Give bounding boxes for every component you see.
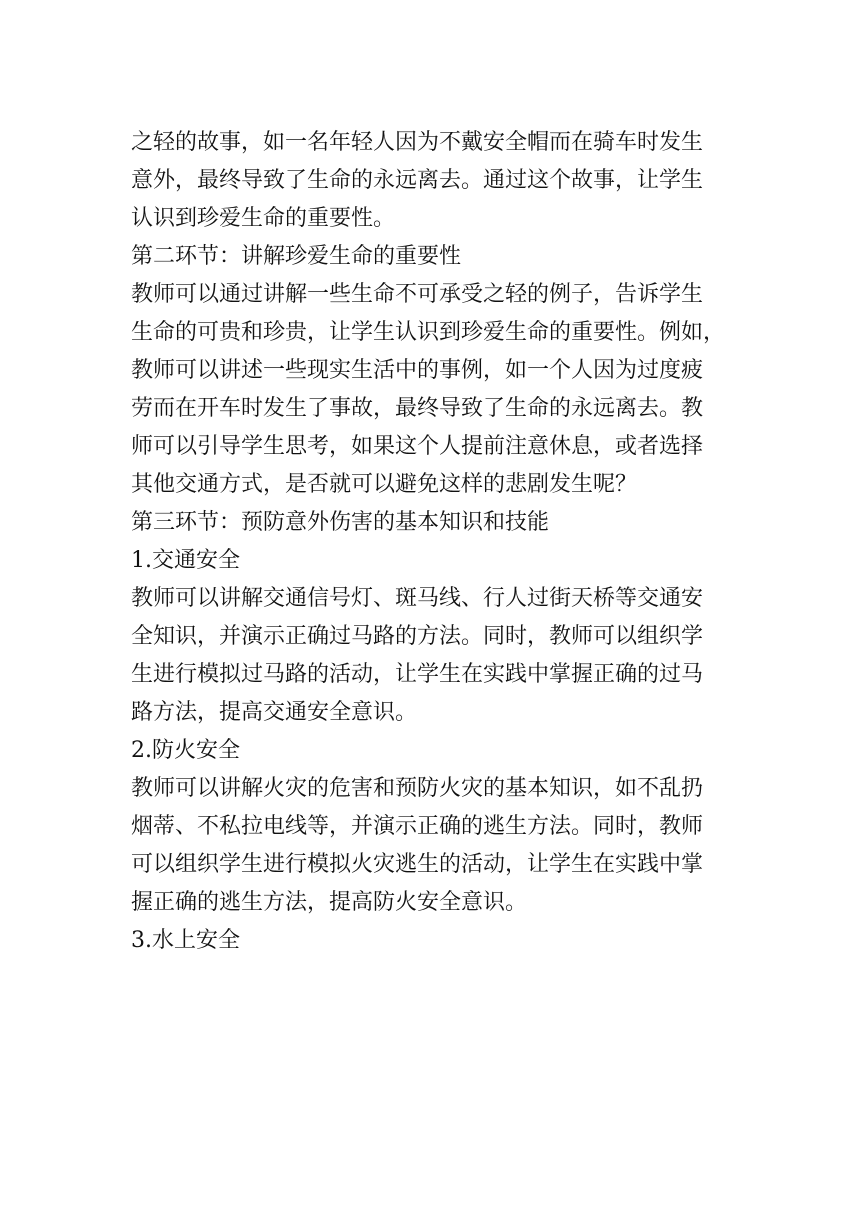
paragraph-line: 全知识，并演示正确过马路的方法。同时，教师可以组织学 [131,624,704,649]
paragraph-line: 其他交通方式，是否就可以避免这样的悲剧发生呢？ [131,472,638,497]
paragraph-line: 教师可以讲解交通信号灯、斑马线、行人过街天桥等交通安 [131,586,704,611]
paragraph-line: 烟蒂、不私拉电线等，并演示正确的逃生方法。同时，教师 [131,814,704,839]
subsection-heading: 2.防火安全 [131,738,240,763]
paragraph-line: 教师可以讲解火灾的危害和预防火灾的基本知识，如不乱扔 [131,776,704,801]
paragraph-line: 生进行模拟过马路的活动，让学生在实践中掌握正确的过马 [131,662,704,687]
document-body [131,124,731,960]
paragraph-line: 生命的可贵和珍贵，让学生认识到珍爱生命的重要性。例如， [131,320,726,345]
paragraph-line: 路方法，提高交通安全意识。 [131,700,418,725]
paragraph-line: 意外，最终导致了生命的永远离去。通过这个故事，让学生 [131,168,704,193]
paragraph-line: 劳而在开车时发生了事故，最终导致了生命的永远离去。教 [131,396,704,421]
paragraph-line: 师可以引导学生思考，如果这个人提前注意休息，或者选择 [131,434,704,459]
section-heading: 第二环节：讲解珍爱生命的重要性 [131,244,462,269]
paragraph-line: 握正确的逃生方法，提高防火安全意识。 [131,890,528,915]
paragraph-line: 可以组织学生进行模拟火灾逃生的活动，让学生在实践中掌 [131,852,704,877]
subsection-heading: 1.交通安全 [131,548,240,573]
subsection-heading: 3.水上安全 [131,928,240,953]
paragraph-line: 认识到珍爱生命的重要性。 [131,206,396,231]
paragraph-line: 教师可以通过讲解一些生命不可承受之轻的例子，告诉学生 [131,282,704,307]
paragraph-line: 教师可以讲述一些现实生活中的事例，如一个人因为过度疲 [131,358,704,383]
paragraph-line: 之轻的故事，如一名年轻人因为不戴安全帽而在骑车时发生 [131,130,704,155]
section-heading: 第三环节：预防意外伤害的基本知识和技能 [131,510,550,535]
